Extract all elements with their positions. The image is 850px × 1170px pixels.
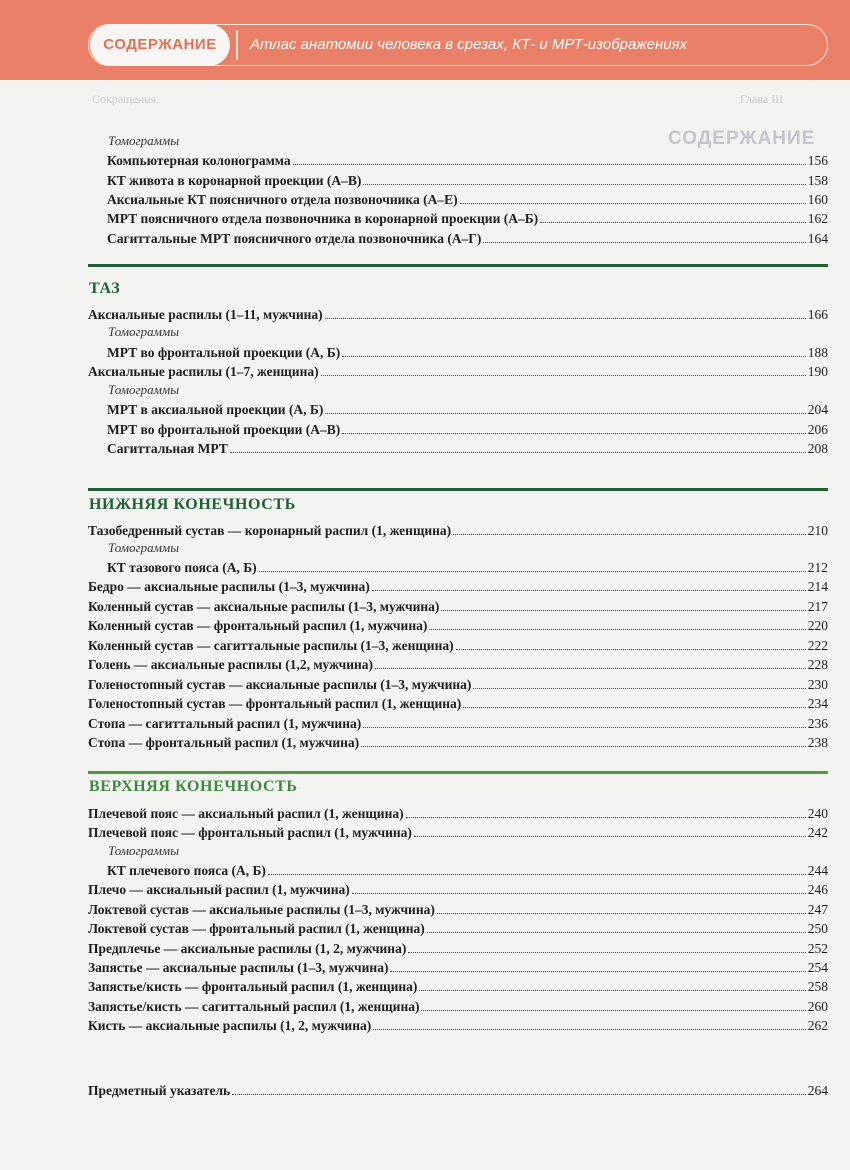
leader-dots <box>456 648 806 650</box>
toc-entry-title: Стопа — сагиттальный распил (1, мужчина) <box>88 716 362 731</box>
toc-entry-title: Голеностопный сустав — аксиальные распилы (1–3, мужчина) <box>88 677 472 692</box>
toc-entry-title: Голень — аксиальные распилы (1,2, мужчина) <box>88 657 373 672</box>
leader-dots <box>463 706 805 708</box>
toc-entry-title: Стопа — фронтальный распил (1, мужчина) <box>88 735 360 750</box>
leader-dots <box>375 667 806 669</box>
leader-dots <box>230 451 806 453</box>
ghost-heading: СОДЕРЖАНИЕ <box>668 128 816 149</box>
leader-dots <box>437 912 806 914</box>
leader-dots <box>268 873 806 875</box>
toc-entry-page: 236 <box>807 716 828 731</box>
toc-entry-page: 222 <box>807 638 828 653</box>
leader-dots <box>325 317 806 319</box>
leader-dots <box>361 745 806 747</box>
toc-entry-title: КТ живота в коронарной проекции (А–В) <box>107 173 362 188</box>
leader-dots <box>421 1009 805 1011</box>
toc-entry[interactable] <box>107 170 828 189</box>
toc-entry[interactable] <box>88 732 828 751</box>
toc-entry-page: 208 <box>807 441 828 456</box>
toc-entry-page: 264 <box>807 1083 828 1098</box>
tomograms-subheading: Томограммы <box>108 843 180 858</box>
ghost-text-top-left: Сокращения <box>92 92 157 106</box>
toc-entry-page: 244 <box>807 863 828 878</box>
toc-entry-title: Плечевой пояс — аксиальный распил (1, женщина) <box>88 806 404 821</box>
toc-entry-page: 234 <box>807 696 828 711</box>
toc-entry-page: 260 <box>807 999 828 1014</box>
toc-entry-title: Предметный указатель <box>88 1083 231 1098</box>
leader-dots <box>540 221 806 223</box>
toc-entry[interactable] <box>88 976 828 995</box>
toc-entry[interactable] <box>107 860 828 879</box>
section-heading-upper-limb: ВЕРХНЯЯ КОНЕЧНОСТЬ <box>89 778 298 795</box>
toc-entry[interactable] <box>88 361 828 380</box>
leader-dots <box>342 432 805 434</box>
toc-entry-page: 242 <box>807 825 828 840</box>
toc-entry[interactable] <box>88 576 828 595</box>
leader-dots <box>325 412 805 414</box>
toc-entry-page: 166 <box>807 307 828 322</box>
toc-entry[interactable] <box>88 635 828 654</box>
toc-entry[interactable] <box>88 1015 828 1034</box>
toc-entry-page: 247 <box>807 902 828 917</box>
tomograms-subheading: Томограммы <box>108 540 180 555</box>
toc-entry-title: Запястье/кисть — сагиттальный распил (1, женщина) <box>88 999 420 1014</box>
toc-entry-title: Сагиттальная МРТ <box>107 441 228 456</box>
toc-entry-page: 206 <box>807 422 828 437</box>
leader-dots <box>363 726 806 728</box>
leader-dots <box>414 835 806 837</box>
toc-entry-page: 158 <box>807 173 828 188</box>
toc-entry[interactable] <box>88 615 828 634</box>
toc-entry-page: 252 <box>807 941 828 956</box>
toc-entry[interactable] <box>88 899 828 918</box>
toc-entry-title: МРТ в аксиальной проекции (А, Б) <box>107 402 324 417</box>
toc-entry-title: Запястье/кисть — фронтальный распил (1, женщина) <box>88 979 418 994</box>
leader-dots <box>390 970 805 972</box>
toc-entry-page: 212 <box>807 560 828 575</box>
toc-entry-page: 217 <box>807 599 828 614</box>
toc-entry-title: Локтевой сустав — фронтальный распил (1, женщина) <box>88 921 425 936</box>
toc-entry-page: 238 <box>807 735 828 750</box>
toc-entry-page: 240 <box>807 806 828 821</box>
toc-entry-title: Аксиальные КТ поясничного отдела позвоночника (А–Е) <box>107 192 458 207</box>
header-section-label: СОДЕРЖАНИЕ <box>90 24 230 66</box>
section-heading-lower-limb: НИЖНЯЯ КОНЕЧНОСТЬ <box>89 496 296 513</box>
toc-entry[interactable] <box>107 150 828 169</box>
toc-entry-page: 210 <box>807 523 828 538</box>
toc-entry-page: 188 <box>807 345 828 360</box>
toc-entry[interactable] <box>88 918 828 937</box>
toc-entry[interactable] <box>88 822 828 841</box>
toc-entry-page: 204 <box>807 402 828 417</box>
toc-entry-title: МРТ во фронтальной проекции (А, Б) <box>107 345 341 360</box>
leader-dots <box>372 589 806 591</box>
section-divider-pelvis <box>88 264 828 267</box>
leader-dots <box>460 202 806 204</box>
toc-entry-title: Голеностопный сустав — фронтальный распил (1, женщина) <box>88 696 462 711</box>
ghost-text-top-right: Глава III <box>740 92 784 106</box>
toc-entry-page: 258 <box>807 979 828 994</box>
leader-dots <box>453 533 806 535</box>
leader-dots <box>293 163 806 165</box>
tomograms-subheading: Томограммы <box>108 324 180 339</box>
section-divider-lower-limb <box>88 488 828 491</box>
toc-entry[interactable] <box>88 304 828 323</box>
toc-entry-page: 164 <box>807 231 828 246</box>
toc-entry[interactable] <box>88 879 828 898</box>
toc-entry-title: Плечо — аксиальный распил (1, мужчина) <box>88 882 350 897</box>
toc-entry-title: Предплечье — аксиальные распилы (1, 2, мужчина) <box>88 941 407 956</box>
leader-dots <box>352 892 806 894</box>
toc-entry-title: Локтевой сустав — аксиальные распилы (1–3, мужчина) <box>88 902 435 917</box>
leader-dots <box>259 570 806 572</box>
toc-entry[interactable] <box>88 803 828 822</box>
toc-entry-title: Тазобедренный сустав — коронарный распил (1, женщина) <box>88 523 452 538</box>
section-divider-upper-limb <box>88 771 828 774</box>
toc-entry-title: Плечевой пояс — фронтальный распил (1, мужчина) <box>88 825 412 840</box>
toc-entry[interactable] <box>88 957 828 976</box>
toc-entry[interactable] <box>107 438 828 457</box>
toc-entry-page: 220 <box>807 618 828 633</box>
toc-entry-title: МРТ во фронтальной проекции (А–В) <box>107 422 341 437</box>
toc-entry[interactable] <box>88 996 828 1015</box>
toc-entry[interactable] <box>88 938 828 957</box>
leader-dots <box>483 241 805 243</box>
toc-entry[interactable] <box>107 342 828 361</box>
toc-entry[interactable] <box>107 189 828 208</box>
toc-entry-title: Бедро — аксиальные распилы (1–3, мужчина) <box>88 579 370 594</box>
toc-entry-page: 214 <box>807 579 828 594</box>
leader-dots <box>408 951 805 953</box>
toc-entry-title: Коленный сустав — сагиттальные распилы (1–3, женщина) <box>88 638 454 653</box>
toc-entry-page: 230 <box>807 677 828 692</box>
toc-entry-title: Компьютерная колонограмма <box>107 153 291 168</box>
toc-entry-index[interactable] <box>88 1080 828 1099</box>
leader-dots <box>342 355 806 357</box>
leader-dots <box>427 931 806 933</box>
toc-entry-page: 250 <box>807 921 828 936</box>
toc-entry[interactable] <box>88 520 828 539</box>
toc-entry-page: 228 <box>807 657 828 672</box>
leader-dots <box>406 816 806 818</box>
toc-entry-page: 162 <box>807 211 828 226</box>
tomograms-subheading: Томограммы <box>108 382 180 397</box>
leader-dots <box>429 628 805 630</box>
toc-entry-title: МРТ поясничного отдела позвоночника в коронарной проекции (А–Б) <box>107 211 539 226</box>
toc-entry[interactable] <box>88 713 828 732</box>
leader-dots <box>373 1028 806 1030</box>
toc-entry-title: Запястье — аксиальные распилы (1–3, мужчина) <box>88 960 389 975</box>
header-book-title: Атлас анатомии человека в срезах, КТ- и МРТ-изображениях <box>250 36 688 53</box>
toc-entry-title: Кисть — аксиальные распилы (1, 2, мужчина) <box>88 1018 372 1033</box>
toc-entry-page: 262 <box>807 1018 828 1033</box>
header-divider <box>236 30 238 60</box>
toc-entry[interactable] <box>88 654 828 673</box>
toc-entry[interactable] <box>88 596 828 615</box>
toc-entry-page: 246 <box>807 882 828 897</box>
toc-entry[interactable] <box>107 399 828 418</box>
tomograms-subheading: Томограммы <box>108 133 180 148</box>
toc-entry-page: 254 <box>807 960 828 975</box>
toc-entry[interactable] <box>107 228 828 247</box>
leader-dots <box>363 183 805 185</box>
toc-entry[interactable] <box>88 693 828 712</box>
toc-entry-title: Коленный сустав — аксиальные распилы (1–3, мужчина) <box>88 599 440 614</box>
toc-entry-title: Аксиальные распилы (1–7, женщина) <box>88 364 319 379</box>
toc-entry-title: Коленный сустав — фронтальный распил (1, мужчина) <box>88 618 428 633</box>
leader-dots <box>441 609 805 611</box>
toc-entry-title: КТ плечевого пояса (А, Б) <box>107 863 266 878</box>
toc-entry[interactable] <box>88 674 828 693</box>
section-heading-pelvis: ТАЗ <box>89 280 121 297</box>
leader-dots <box>232 1093 806 1095</box>
toc-entry-title: Аксиальные распилы (1–11, мужчина) <box>88 307 323 322</box>
toc-entry-title: Сагиттальные МРТ поясничного отдела позвоночника (А–Г) <box>107 231 482 246</box>
toc-entry[interactable] <box>107 557 828 576</box>
leader-dots <box>419 989 805 991</box>
toc-entry-title: КТ тазового пояса (А, Б) <box>107 560 257 575</box>
toc-entry-page: 156 <box>807 153 828 168</box>
toc-entry[interactable] <box>107 208 828 227</box>
toc-entry-page: 160 <box>807 192 828 207</box>
leader-dots <box>473 687 805 689</box>
toc-entry[interactable] <box>107 419 828 438</box>
leader-dots <box>321 374 806 376</box>
toc-entry-page: 190 <box>807 364 828 379</box>
